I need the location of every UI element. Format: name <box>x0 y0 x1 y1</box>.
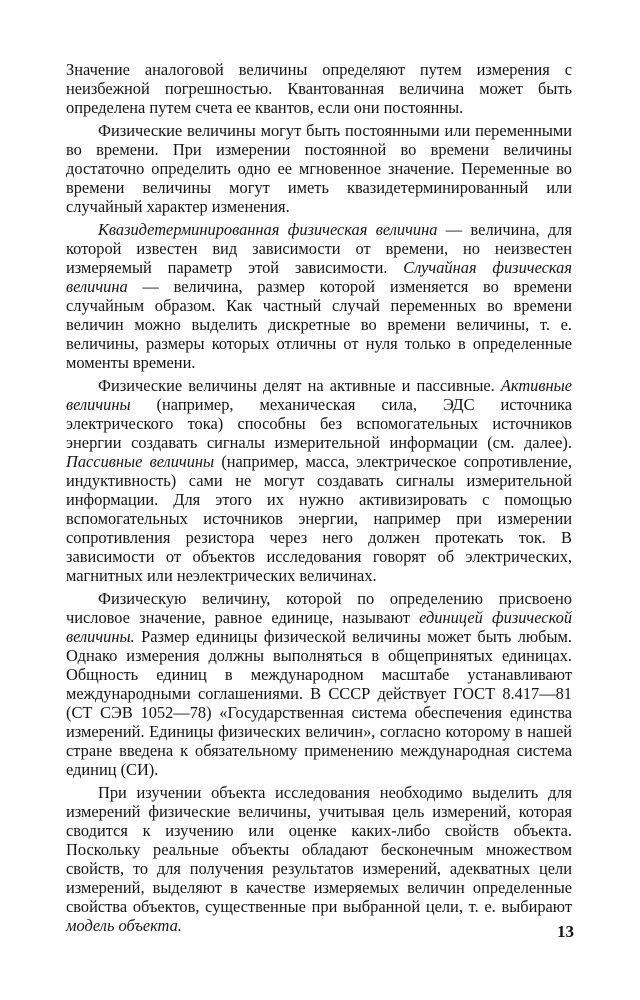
paragraph <box>66 589 572 779</box>
term-italic: Активные величины <box>66 376 572 414</box>
text-run: Физическую величину, которой по определению присвоено числовое значение, равное единице, называют <box>66 589 572 627</box>
term-italic: Случайная физическая величина <box>66 258 572 296</box>
text-run: Физические величины могут быть постоянными или переменными во времени. При измерении постоянной во времени величины достаточно определить одно ее мгновенное значение. Переменные во времени величины могут иметь квазидетерминированный или случайный характер изменения. <box>66 121 572 216</box>
term-italic: Квазидетерминированная физическая величина <box>98 220 438 239</box>
paragraph <box>66 783 572 935</box>
term-italic: Пассивные величины <box>66 452 215 471</box>
paragraph <box>66 376 572 585</box>
term-italic: модель объекта. <box>66 916 182 935</box>
term-italic: единицей физической величины. <box>66 608 573 646</box>
text-run: Значение аналоговой величины определяют путем измерения с неизбежной погрешностью. Квантованная величина может быть определена путем счета ее квантов, если они постоянны. <box>66 60 572 117</box>
paragraph <box>66 121 572 216</box>
paragraph <box>66 60 572 117</box>
page-body <box>66 60 572 939</box>
text-run: При изучении объекта исследования необходимо выделить для измерений физические величины, учитывая цель измерений, которая сводится к изучению или оценке каких-либо свойств объекта. Поскольку реальные объекты обладают бесконечным множеством свойств, то для получения результатов измерений, адекватных цели измерений, выделяют в качестве измеряемых величин определенные свойства объектов, существенные при выбранной цели, т. е. выбирают <box>66 783 572 916</box>
text-run: (например, механическая сила, ЭДС источника электрического тока) способны без вспомогательных источников энергии создавать сигналы измерительной информации (см. далее). <box>66 395 572 452</box>
text-run: (например, масса, электрическое сопротивление, индуктивность) сами не могут создавать сигналы измерительной информации. Для этого их нужно активизировать с помощью вспомогательных источников энергии, например при измерении сопротивления резистора через него должен протекать ток. В зависимости от объектов исследования говорят об электрических, магнитных или неэлектрических величинах. <box>66 452 572 585</box>
text-run: Физические величины делят на активные и пассивные. <box>98 376 501 395</box>
text-run: — величина, для которой известен вид зависимости от времени, но неизвестен измеряемый параметр этой зависимости. <box>66 220 572 277</box>
page-number: 13 <box>557 922 574 941</box>
text-run: — величина, размер которой изменяется во времени случайным образом. Как частный случай переменных во времени величин можно выделить дискретные во времени величины, т. е. величины, размеры которых отличны от нуля только в определенные моменты времени. <box>66 277 572 372</box>
paragraph <box>66 220 572 372</box>
text-run: Размер единицы физической величины может быть любым. Однако измерения должны выполняться в общепринятых единицах. Общность единиц в международном масштабе устанавливают международными соглашениями. В СССР действует ГОСТ 8.417—81 (СТ СЭВ 1052—78) «Государственная система обеспечения единства измерений. Единицы физических величин», согласно которому в нашей стране введена к обязательному применению международная система единиц (СИ). <box>66 627 572 779</box>
